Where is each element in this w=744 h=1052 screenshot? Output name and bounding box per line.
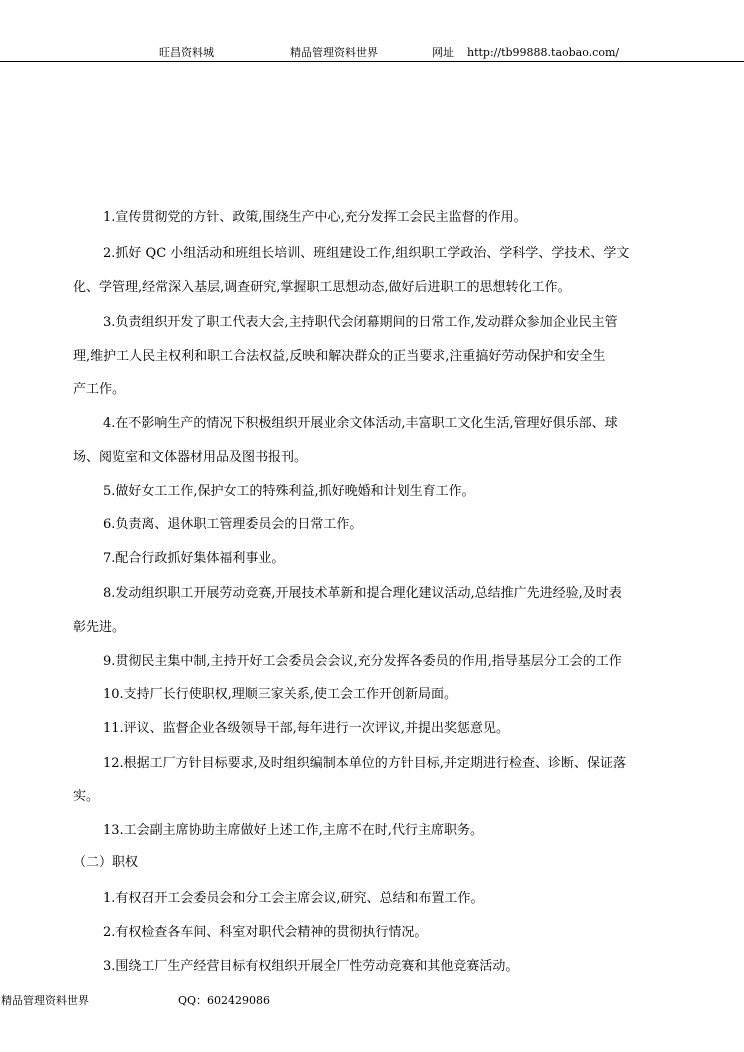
header-url-label: 网址 bbox=[432, 46, 454, 59]
header-site-name: 旺昌资料城 bbox=[159, 46, 214, 59]
paragraph-2-line-2: 化、学管理,经常深入基层,调查研究,掌握职工思想动态,做好后进职工的思想转化工作。 bbox=[73, 280, 571, 295]
header-divider bbox=[0, 61, 744, 62]
paragraph-3-line-3: 产工作。 bbox=[73, 382, 126, 397]
section-heading-authority: （二）职权 bbox=[73, 855, 139, 870]
paragraph-12-line-1: 12.根据工厂方针目标要求,及时组织编制本单位的方针目标,并定期进行检查、诊断、保证落 bbox=[103, 756, 626, 771]
paragraph-4-line-2: 场、阅览室和文体器材用品及图书报刊。 bbox=[73, 450, 308, 465]
paragraph-13-line-1: 13.工会副主席协助主席做好上述工作,主席不在时,代行主席职务。 bbox=[103, 823, 483, 838]
paragraph-2-line-1: 2.抓好 QC 小组活动和班组长培训、班组建设工作,组织职工学政治、学科学、学技术、学文 bbox=[103, 246, 630, 261]
page-footer bbox=[0, 992, 744, 1010]
paragraph-3-line-1: 3.负责组织开发了职工代表大会,主持职代会闭幕期间的日常工作,发动群众参加企业民主管 bbox=[103, 315, 618, 330]
paragraph-12-line-2: 实。 bbox=[73, 789, 100, 804]
footer-site-slogan: 精品管理资料世界 bbox=[1, 994, 89, 1007]
paragraph-5-line-1: 5.做好女工工作,保护女工的特殊利益,抓好晚婚和计划生育工作。 bbox=[103, 484, 475, 499]
paragraph-3-line-2: 理,维护工人民主权利和职工合法权益,反映和解决群众的正当要求,注重搞好劳动保护和安全生 bbox=[73, 349, 606, 364]
paragraph-1-line-1: 1.宣传贯彻党的方针、政策,围绕生产中心,充分发挥工会民主监督的作用。 bbox=[103, 210, 527, 225]
paragraph-6-line-1: 6.负责离、退休职工管理委员会的日常工作。 bbox=[103, 517, 363, 532]
paragraph-8-line-1: 8.发动组织职工开展劳动竞赛,开展技术革新和提合理化建议活动,总结推广先进经验,及时表 bbox=[103, 586, 622, 601]
header-url-link[interactable]: http://tb99888.taobao.com/ bbox=[467, 46, 620, 59]
authority-item-2: 2.有权检查各车间、科室对职代会精神的贯彻执行情况。 bbox=[103, 925, 428, 940]
paragraph-7-line-1: 7.配合行政抓好集体福利事业。 bbox=[103, 551, 285, 566]
authority-item-1: 1.有权召开工会委员会和分工会主席会议,研究、总结和布置工作。 bbox=[103, 891, 484, 906]
paragraph-4-line-1: 4.在不影响生产的情况下积极组织开展业余文体活动,丰富职工文化生活,管理好俱乐部、球 bbox=[103, 416, 618, 431]
footer-qq-contact: QQ：602429086 bbox=[178, 994, 271, 1007]
paragraph-8-line-2: 彰先进。 bbox=[73, 620, 126, 635]
paragraph-11-line-1: 11.评议、监督企业各级领导干部,每年进行一次评议,并提出奖惩意见。 bbox=[103, 721, 509, 736]
paragraph-10-line-1: 10.支持厂长行使职权,理顺三家关系,使工会工作开创新局面。 bbox=[103, 687, 457, 702]
header-site-slogan: 精品管理资料世界 bbox=[290, 46, 378, 59]
authority-item-3: 3.围绕工厂生产经营目标有权组织开展全厂性劳动竞赛和其他竞赛活动。 bbox=[103, 959, 519, 974]
page-header bbox=[0, 44, 744, 62]
paragraph-9-line-1: 9.贯彻民主集中制,主持开好工会委员会会议,充分发挥各委员的作用,指导基层分工会的工作 bbox=[103, 654, 622, 669]
